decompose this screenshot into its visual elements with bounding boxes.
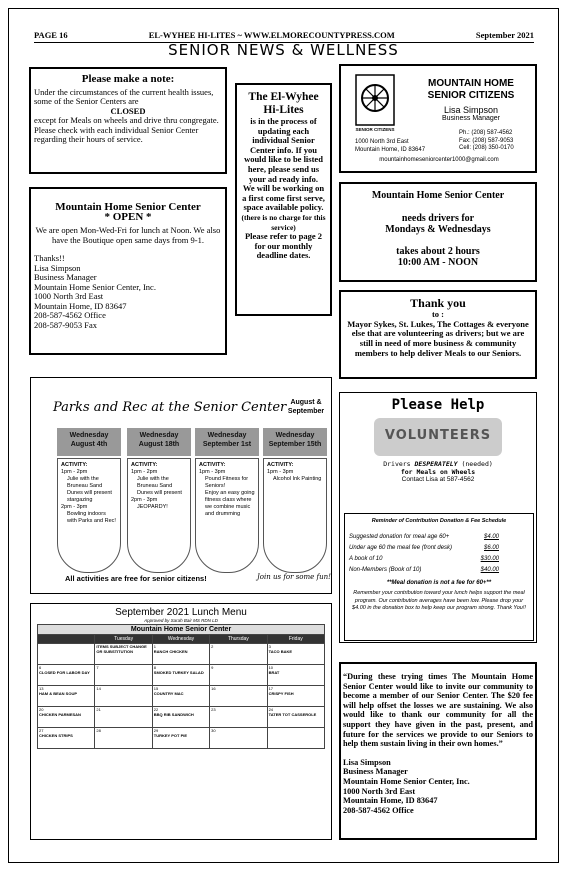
note-closed: CLOSED <box>110 105 146 116</box>
cal-cell <box>152 728 209 749</box>
date-number: 2 <box>211 644 214 649</box>
date-number: 15 <box>153 686 159 691</box>
col2-date: August 18th <box>138 441 180 448</box>
open-org: Mountain Home Senior Center, Inc. <box>34 281 156 292</box>
drivers-heading: Mountain Home Senior Center <box>371 190 505 201</box>
help-flyer <box>339 392 537 643</box>
cal-cell <box>95 644 152 665</box>
cal-cell <box>38 707 95 728</box>
date-number: 29 <box>153 728 159 733</box>
col3-header <box>195 428 259 456</box>
col1-item: Bowling indoors with Parks and Rec! <box>67 511 116 524</box>
help-heading: Please Help <box>391 397 485 413</box>
open-office: 208-587-4562 Office <box>34 310 106 320</box>
fee-value: $30.00 <box>480 556 499 562</box>
date-number: 16 <box>211 686 216 691</box>
col2-item: Julie with the Bruneau Sand Dunes will present <box>137 476 182 496</box>
meal-name: TACO BAKE <box>268 649 293 654</box>
meal-name: RANCH CHICKEN <box>153 649 188 654</box>
page-header <box>34 30 534 40</box>
page-number: PAGE 16 <box>34 30 68 40</box>
cal-cell <box>38 728 95 749</box>
open-body: We are open Mon-Wed-Fri for lunch at Noon. We also have the Boutique open same days from 9-1. <box>35 225 221 245</box>
cal-cell <box>95 707 152 728</box>
parks-flyer <box>30 377 332 594</box>
logo-text: SENIOR CITIZENS <box>355 127 395 132</box>
masthead: EL-WYHEE HI-LITES ~ WWW.ELMORECOUNTYPRESS.COM <box>148 30 395 40</box>
cal-cell <box>38 686 95 707</box>
day-header: Thursday <box>210 635 267 644</box>
fee-value: $40.00 <box>480 567 499 573</box>
cal-cell <box>38 665 95 686</box>
card-email: mountainhomeseniorcenter1000@gmail.com <box>379 157 499 163</box>
date-number: 22 <box>153 707 159 712</box>
meal-name: TURKEY POT PIE <box>153 733 188 738</box>
cal-cell <box>267 686 324 707</box>
col4-item: 1pm - 3pm <box>267 469 294 475</box>
note-line2: except for Meals on wheels and drive thru congregate. <box>34 115 219 125</box>
note-box <box>29 67 227 174</box>
meal-name: SMOKED TURKEY SALAD <box>153 670 204 675</box>
col3-item: 1pm - 3pm <box>199 469 226 475</box>
drivers-line2: Mondays & Wednesdays <box>385 224 491 235</box>
col3-activity: ACTIVITY: <box>199 462 226 468</box>
banner-text: VOLUNTEERS <box>384 428 492 443</box>
meal-name: CRISPY FISH <box>268 691 294 696</box>
fee-row <box>349 543 529 554</box>
cal-cell <box>152 686 209 707</box>
cal-cell <box>210 665 267 686</box>
col4-header <box>263 428 327 456</box>
date-number: 30 <box>211 728 216 733</box>
meal-name: CHICKEN STRIPS <box>39 733 73 738</box>
card-fax: Fax: (208) 587-9053 <box>459 137 514 144</box>
meal-name: COUNTRY MAC <box>153 691 184 696</box>
menu-title: September 2021 Lunch Menu <box>115 607 247 618</box>
invite-name: Lisa Simpson <box>343 757 391 767</box>
meal-name: CHICKEN PARMESAN <box>39 712 81 717</box>
date-number: 6 <box>39 665 42 670</box>
date-number: 28 <box>96 728 101 733</box>
cal-cell <box>210 728 267 749</box>
menu-calendar <box>37 624 325 749</box>
open-subheading: * OPEN * <box>104 210 152 223</box>
open-name: Lisa Simpson <box>34 262 81 273</box>
hilites-box <box>235 83 332 316</box>
col2-header <box>127 428 191 456</box>
open-heading: Mountain Home Senior Center <box>55 201 201 213</box>
col2-body <box>127 458 191 573</box>
fee-row <box>349 532 529 543</box>
drivers-box <box>339 182 537 282</box>
invite-org: Mountain Home Senior Center, Inc. <box>343 776 470 786</box>
col1-item: Julie with the Bruneau Sand Dunes will present stargazing <box>67 476 112 503</box>
col2-item: JEOPARDY! <box>137 504 168 510</box>
drivers-line1: needs drivers for <box>401 212 475 224</box>
issue-date: September 2021 <box>475 30 534 40</box>
drivers-needed <box>340 460 536 468</box>
business-card <box>339 64 537 173</box>
card-addr2: Mountain Home, ID 83647 <box>355 146 426 153</box>
menu-approved: Approved by Sarah Bair MS RDN LD <box>144 618 218 623</box>
date-number: 7 <box>96 665 99 670</box>
fee-value: $4.00 <box>483 534 499 540</box>
cal-cell <box>152 644 209 665</box>
card-name2: SENIOR CITIZENS <box>427 90 515 101</box>
date-number: 9 <box>211 665 214 670</box>
date-number: 17 <box>268 686 274 691</box>
fee-row <box>349 565 529 576</box>
cal-cell <box>267 707 324 728</box>
cal-cell <box>95 728 152 749</box>
date-number: 27 <box>39 728 44 733</box>
col3-day: Wednesday <box>207 432 247 439</box>
fee-label: Non-Members (Book of 10) <box>349 567 422 573</box>
remember-note: Remember your contribution toward your lunch helps support the meal program. Our contribution averages have been low. Please drop your $4.00 in the donation box to help keep our program strong. Thank You!! <box>352 590 526 611</box>
cal-cell <box>267 665 324 686</box>
section-title: SENIOR NEWS & WELLNESS <box>168 41 399 59</box>
thanks-body: Mayor Sykes, St. Lukes, The Cottages & everyone else that are volunteering as drivers; but we are still in need of more business & community members to help deliver Meals to our Seniors. <box>347 318 529 358</box>
meal-name: TATER TOT CASSEROLE <box>268 712 317 717</box>
col1-item: 2pm - 3pm <box>61 504 88 510</box>
col4-date: September 15th <box>268 441 322 448</box>
date-number: 21 <box>96 707 101 712</box>
date-number: 3 <box>268 644 271 649</box>
cal-cell <box>152 707 209 728</box>
day-header: Tuesday <box>95 635 152 644</box>
fee-label: Under age 60 the meal fee (front desk) <box>349 545 453 551</box>
date-number: 20 <box>39 707 44 712</box>
col1-day: Wednesday <box>69 432 109 439</box>
col4-body <box>263 458 327 573</box>
open-address2: Mountain Home, ID 83647 <box>34 300 127 311</box>
free-note: **Meal donation is not a fee for 60+** <box>386 580 492 586</box>
col4-day: Wednesday <box>275 432 315 439</box>
card-addr1: 1000 North 3rd East <box>355 139 409 145</box>
day-header: Wednesday <box>152 635 209 644</box>
parks-join: Join us for some fun! <box>257 573 331 581</box>
open-title: Business Manager <box>34 272 97 282</box>
open-thanks: Thanks!! <box>34 253 65 263</box>
col4-item: Alcohol Ink Painting <box>273 476 322 482</box>
invite-role: Business Manager <box>343 767 408 777</box>
day-header <box>38 635 95 644</box>
parks-title: Parks and Rec at the Senior Center <box>53 400 287 415</box>
open-box <box>29 187 227 355</box>
volunteers-banner <box>374 418 502 456</box>
drivers-b: DESPERATELY <box>414 460 458 468</box>
cal-cell <box>267 644 324 665</box>
cal-cell <box>267 728 324 749</box>
hilites-body4: Please refer to page 2 for our monthly deadline dates. <box>244 231 323 261</box>
col1-activity: ACTIVITY: <box>61 462 88 468</box>
cal-cell <box>210 707 267 728</box>
meal-name: BRAT <box>268 670 280 675</box>
open-address1: 1000 North 3rd East <box>34 291 104 301</box>
note-line3: Please check with each individual Senior Center regarding their hours of service. <box>34 124 199 144</box>
meal-name: ITEMS SUBJECT CHANGE OR SUBSTITUTION <box>96 644 147 654</box>
fee-value: $6.00 <box>483 545 499 551</box>
invite-box <box>339 662 537 840</box>
thanks-to: to : <box>431 309 445 319</box>
invite-office: 208-587-4562 Office <box>343 805 414 815</box>
card-role: Business Manager <box>442 115 500 122</box>
parks-side: August & September <box>287 399 325 415</box>
cal-cell <box>152 665 209 686</box>
cal-cell <box>95 686 152 707</box>
col2-day: Wednesday <box>139 432 179 439</box>
col3-item: Enjoy an easy going fitness class where we combine music and drumming <box>205 490 255 517</box>
meal-name: BBQ RIB SANDWICH <box>153 712 194 717</box>
cal-cell <box>210 644 267 665</box>
date-number: 10 <box>268 665 274 670</box>
invite-addr2: Mountain Home, ID 83647 <box>343 796 438 806</box>
hilites-body1: is in the process of updating each individual Senior Center info. If you would like to be listed here, please send us your ad ready info. <box>244 116 323 184</box>
date-number: 13 <box>39 686 44 691</box>
invite-body: “During these trying times The Mountain Home Senior Center would like to invite our community to become a member of our Senior Center. The $20 fee will help offset the losses we are sustaining. We also would like to thank our community for all the support they have given in the past, present, and future for the services we provide to our Seniors to help them sustain living in their own homes.” <box>343 672 533 749</box>
col2-item: 1pm - 2pm <box>131 469 158 475</box>
hilites-body2: We will be working on a first come first serve, space available policy. <box>242 183 325 213</box>
hilites-body3: (there is no charge for this service) <box>241 212 326 232</box>
drivers-c: (needed) <box>457 460 493 468</box>
date-number: 1 <box>153 644 157 649</box>
drivers-d: for Meals on Wheels <box>400 468 476 476</box>
invite-addr1: 1000 North 3rd East <box>343 786 416 796</box>
cal-cell <box>38 644 95 665</box>
open-fax: 208-587-9053 Fax <box>34 319 98 330</box>
date-number: 23 <box>211 707 216 712</box>
parks-footer: All activities are free for senior citizens! <box>65 574 207 583</box>
meal-name: CLOSED FOR LABOR DAY <box>39 670 90 675</box>
schedule-title: Reminder of Contribution Donation & Fee Schedule <box>371 518 507 524</box>
col1-date: August 4th <box>70 441 108 448</box>
col3-item: Pound Fitness for Seniors! <box>205 476 249 489</box>
senior-citizens-logo <box>355 74 395 126</box>
note-heading: Please make a note: <box>81 73 175 85</box>
card-person: Lisa Simpson <box>443 105 499 115</box>
col1-header <box>57 428 121 456</box>
col2-activity: ACTIVITY: <box>131 462 158 468</box>
fee-label: A book of 10 <box>349 556 383 562</box>
cal-cell <box>95 665 152 686</box>
card-phone: Ph.: (208) 587-4562 <box>459 130 513 136</box>
date-number: 14 <box>96 686 101 691</box>
note-line1: Under the circumstances of the current health issues, some of the Senior Centers are <box>34 86 214 106</box>
fee-row <box>349 554 529 565</box>
col1-body <box>57 458 121 573</box>
col2-item: 2pm - 3pm <box>131 497 158 503</box>
fee-schedule <box>344 513 534 641</box>
lunch-menu <box>30 603 332 840</box>
card-cell: Cell: (208) 350-0170 <box>459 145 514 151</box>
thanks-heading: Thank you <box>410 296 466 310</box>
day-header: Friday <box>267 635 324 644</box>
drivers-line3: takes about 2 hours <box>396 245 480 257</box>
meal-name: HAM & BEAN SOUP <box>39 691 78 696</box>
col3-date: September 1st <box>202 441 252 448</box>
fee-label: Suggested donation for meal age 60+ <box>349 534 450 540</box>
drivers-a: Drivers <box>383 460 415 468</box>
date-number: 8 <box>153 665 157 670</box>
date-number: 24 <box>268 707 274 712</box>
card-name1: MOUNTAIN HOME <box>428 78 514 89</box>
drivers-line4: 10:00 AM - NOON <box>397 257 479 268</box>
thanks-box <box>339 290 537 379</box>
hilites-heading: The El-Wyhee Hi-Lites <box>248 91 319 116</box>
help-contact: Contact Lisa at 587-4562 <box>401 476 475 483</box>
col3-body <box>195 458 259 573</box>
cal-cell <box>210 686 267 707</box>
col1-item: 1pm - 2pm <box>61 469 88 475</box>
menu-banner: Mountain Home Senior Center <box>38 625 325 635</box>
col4-activity: ACTIVITY: <box>267 462 294 468</box>
